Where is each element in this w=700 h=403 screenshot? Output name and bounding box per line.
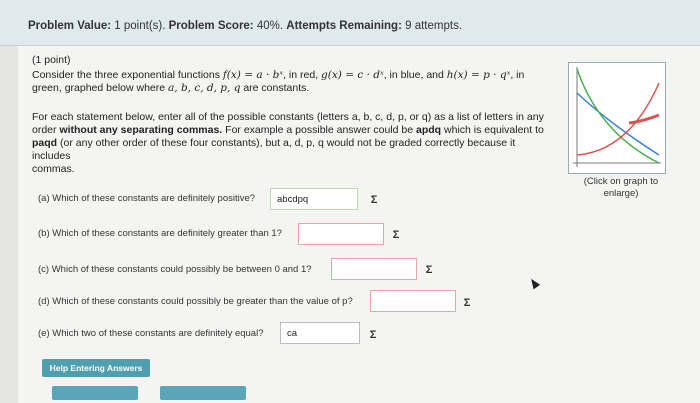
constants-list: a, b, c, d, p, q	[168, 82, 241, 94]
problem-text	[32, 54, 552, 196]
graph-thumbnail[interactable]	[568, 62, 666, 174]
answer-a-input[interactable]: abcdpq	[270, 188, 358, 210]
question-d: (d) Which of these constants could possibly be greater than the value of p?	[38, 296, 353, 307]
question-e: (e) Which two of these constants are definitely equal?	[38, 328, 264, 339]
h-definition: h(x) = p · qˣ	[446, 69, 511, 81]
problem-points: (1 point)	[32, 54, 71, 66]
problem-score-label: Problem Score:	[168, 20, 254, 32]
problem-intro: Consider the three exponential functions f(x) = a · bˣ, in red, g(x) = c · dˣ, in blue, and h(x) = p · qˣ, in green, graphed below where a, b, c, d, p, q are constants.	[32, 69, 525, 94]
sigma-icon-b[interactable]: Σ	[392, 229, 400, 241]
sigma-icon-d[interactable]: Σ	[463, 297, 471, 309]
graph-svg	[569, 63, 665, 173]
red-label-line	[629, 115, 659, 123]
sigma-icon-c[interactable]: Σ	[425, 264, 433, 276]
answer-c-input[interactable]	[331, 258, 417, 280]
attempts-remaining: 9 attempts.	[405, 20, 463, 32]
sigma-icon-e[interactable]: Σ	[369, 329, 377, 341]
question-b: (b) Which of these constants are definitely greater than 1?	[38, 228, 282, 239]
green-curve	[577, 69, 659, 163]
instructions: For each statement below, enter all of the possible constants (letters a, b, c, d, p, or q) as a list of letters in any order without any separating commas. For example a possible answer could be apdq which is equivalent to paqd (or any other order of these four constants), but a, d, p, q would not be graded correctly because it includes commas.	[32, 111, 544, 175]
graph-caption: (Click on graph to enlarge)	[583, 176, 659, 199]
problem-panel	[18, 46, 700, 403]
help-entering-answers-button[interactable]: Help Entering Answers	[42, 359, 150, 377]
submit-answers-button[interactable]	[160, 386, 246, 400]
question-c: (c) Which of these constants could possibly be between 0 and 1?	[38, 264, 312, 275]
preview-answers-button[interactable]	[52, 386, 138, 400]
problem-value: 1 point(s).	[114, 20, 166, 32]
attempts-remaining-label: Attempts Remaining:	[286, 20, 402, 32]
problem-status-bar	[0, 0, 700, 46]
sigma-icon-a[interactable]: Σ	[370, 194, 378, 206]
f-definition: f(x) = a · bˣ	[222, 69, 284, 81]
blue-curve	[577, 93, 659, 155]
answer-d-input[interactable]	[370, 290, 456, 312]
answer-b-input[interactable]	[298, 223, 384, 245]
g-definition: g(x) = c · dˣ	[321, 69, 384, 81]
problem-value-label: Problem Value:	[28, 20, 112, 32]
problem-score: 40%.	[256, 20, 284, 32]
mouse-cursor-icon	[528, 277, 540, 290]
answer-e-input[interactable]: ca	[280, 322, 360, 344]
question-a: (a) Which of these constants are definitely positive?	[38, 193, 256, 204]
